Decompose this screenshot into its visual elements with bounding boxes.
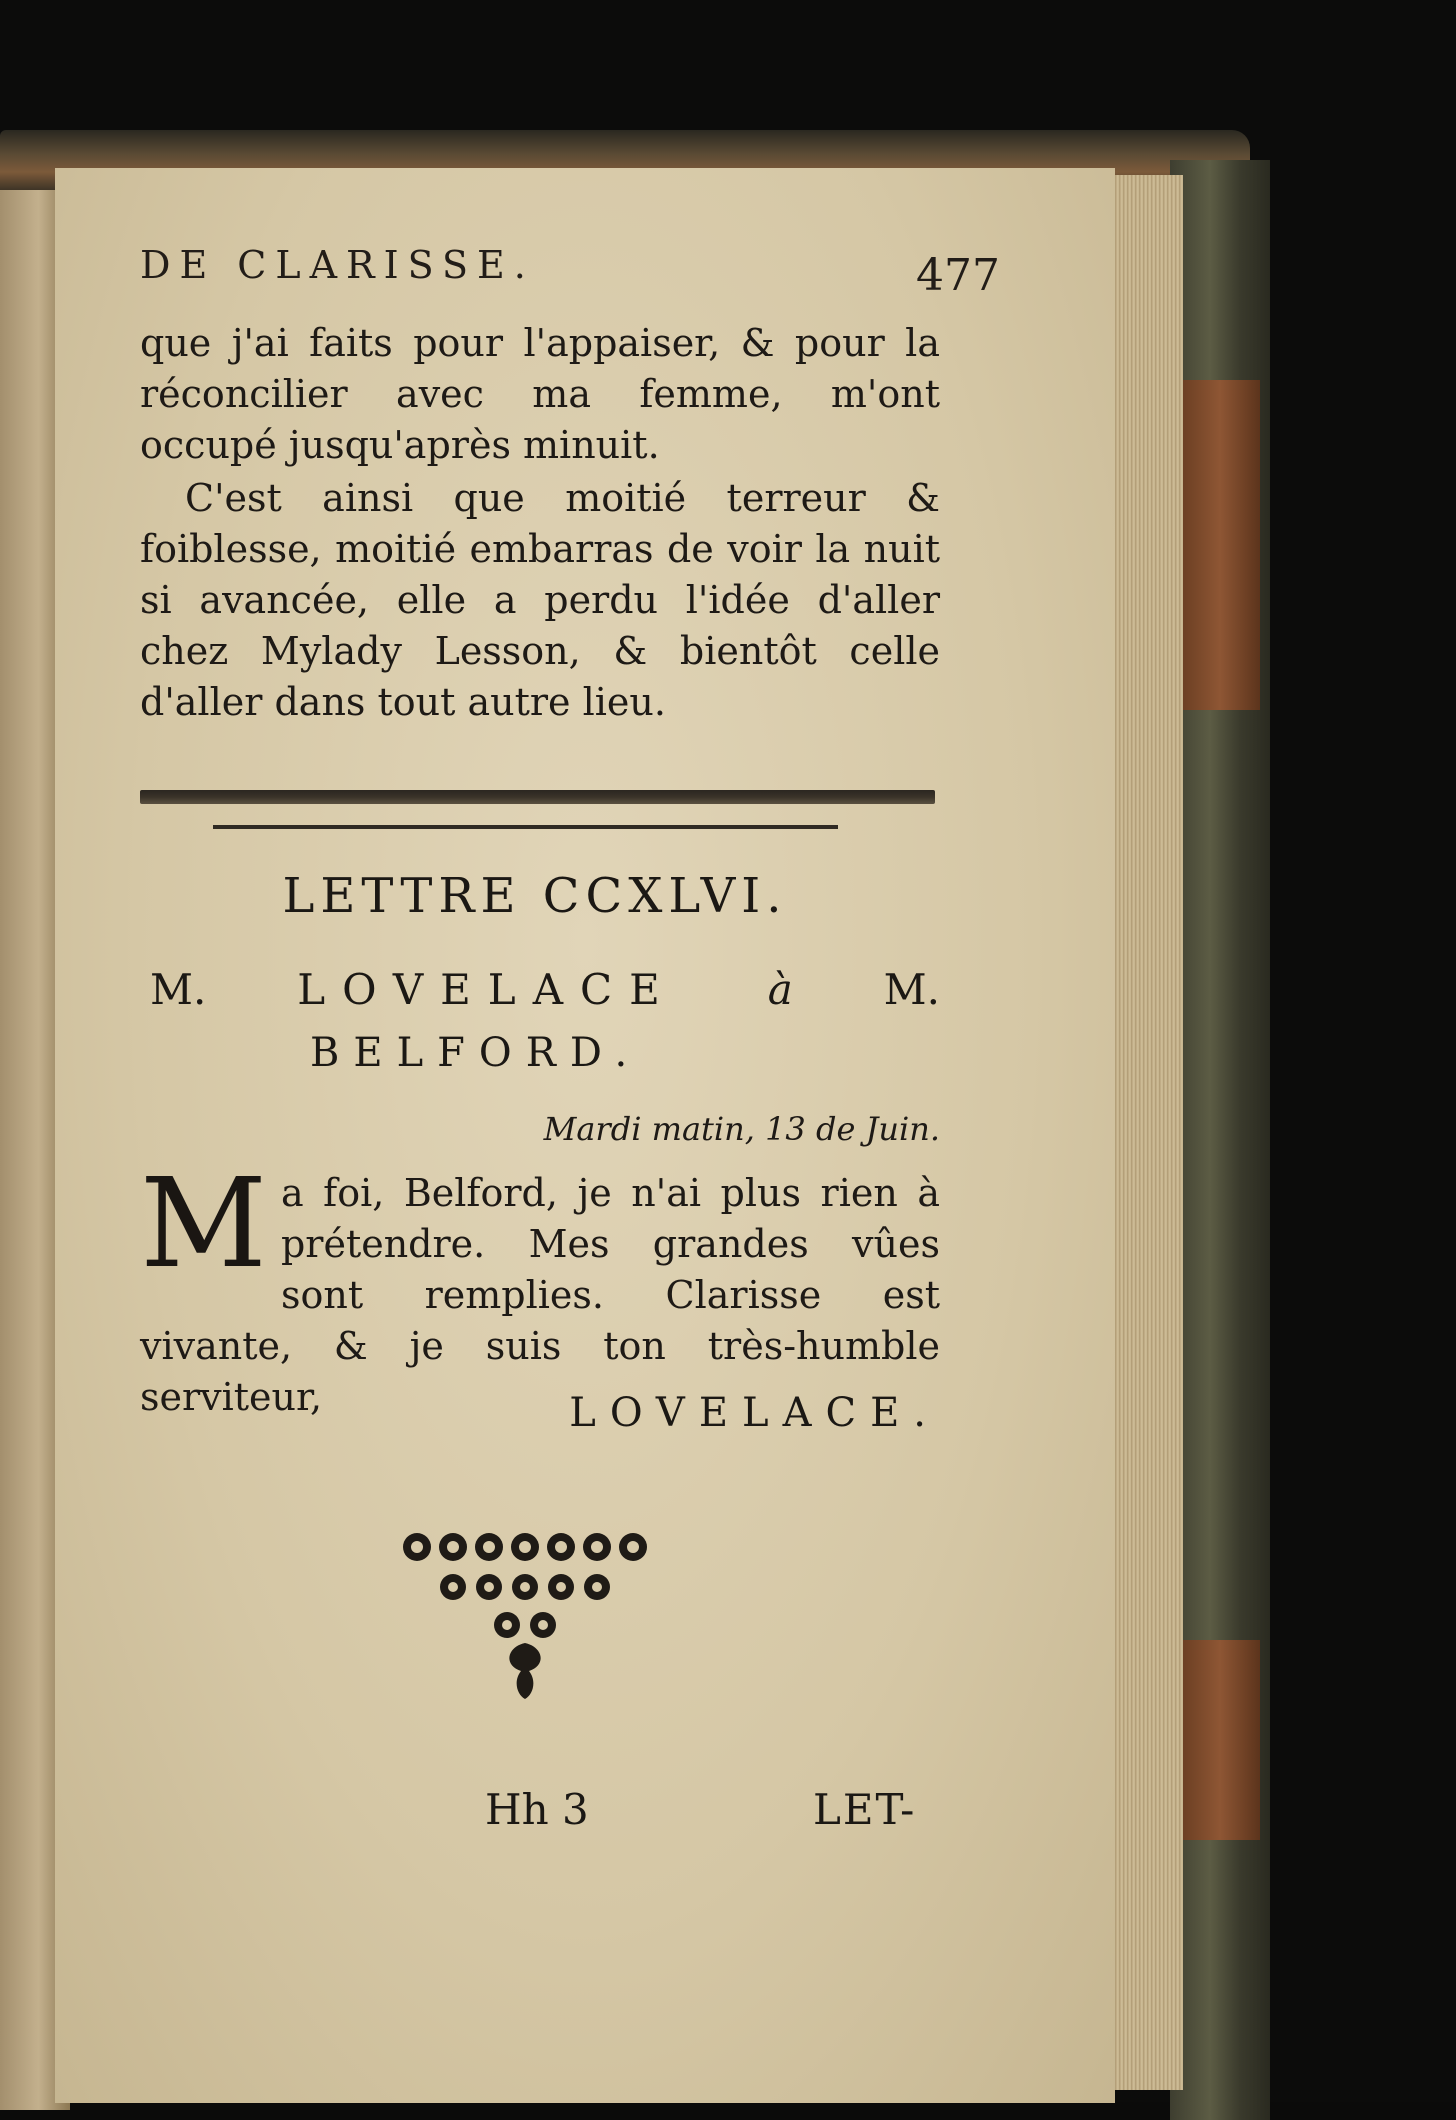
letter-dateline: Mardi matin, 13 de Juin. [543, 1110, 940, 1148]
catchword: LET- [813, 1785, 917, 1834]
drop-cap: M [140, 1152, 267, 1296]
letter-salutation [150, 965, 940, 1014]
letter-body-text: a foi, Belford, je n'ai plus rien à prétendre. Mes grandes vûes sont remplies. Clarisse est vivante, & je suis ton très-humble serviteur, [140, 1171, 940, 1419]
book-page [55, 168, 1115, 2103]
salutation-from-prefix: M. [150, 965, 207, 1014]
letter-body [140, 1152, 940, 1423]
salutation-to-prefix: M. [883, 965, 940, 1014]
salutation-to-name: BELFORD. [310, 1030, 642, 1076]
paragraph: C'est ainsi que moitié terreur & foiblesse, moitié embarras de voir la nuit si avancée, elle a perdu l'idée d'aller chez Mylady Lesson, & bientôt celle d'aller dans tout autre lieu. [140, 476, 940, 724]
section-rule-thin [213, 825, 838, 829]
section-rule-thick [140, 790, 935, 804]
running-head [140, 243, 1000, 287]
signature-mark: Hh 3 [485, 1785, 589, 1834]
running-head-text: DE CLARISSE. [140, 243, 535, 287]
page-block-edge [1108, 175, 1183, 2090]
leather-band-lower [1180, 1640, 1260, 1840]
leather-band-upper [1180, 380, 1260, 710]
paragraph-continuation: que j'ai faits pour l'appaiser, & pour la réconcilier avec ma femme, m'ont occupé jusqu'après minuit. [140, 321, 940, 467]
letter-title: LETTRE CCXLVI. [282, 868, 788, 924]
printers-ornament [395, 1525, 665, 1705]
salutation-from-name: LOVELACE [297, 965, 677, 1014]
salutation-to-word: à [767, 965, 793, 1014]
page-number: 477 [916, 250, 1000, 301]
letter-signature: LOVELACE. [569, 1390, 940, 1436]
